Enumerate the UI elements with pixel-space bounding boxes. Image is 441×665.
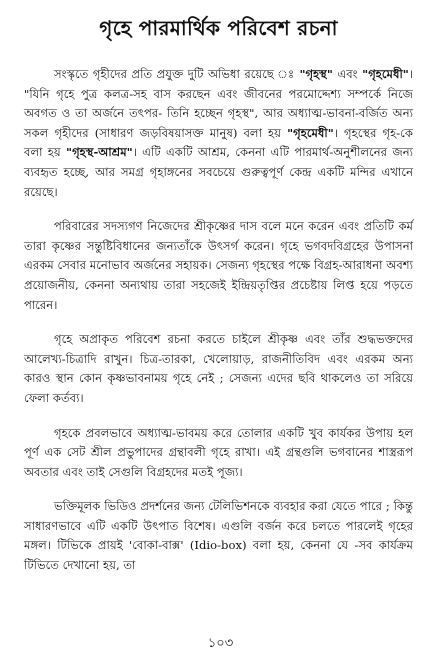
text-run: । গৃহস্থের গৃহ-কে বলা হয় (24, 125, 413, 160)
text-run: ভক্তিমূলক ভিডিও প্রদর্শনের জন্য টেলিভিশনকে ব্যবহার করা যেতে পারে ; কিন্তু সাধারণভাবে এটি একটি উৎপাত বিশেষ। এগুলি বর্জন করে চলতে পারলেই গৃহের মঙ্গল। টিভিকে প্রায়ই 'বোকা-বাক্স' (Idio-box) বলা হয়, কেননা যে -সব কার্যক্রম টিভিতে দেখানো হয়, তা (24, 499, 413, 573)
term-bold: "গৃহস্থ-আশ্রম" (66, 145, 133, 160)
term-bold: "গৃহমেধী" (362, 67, 409, 81)
body-text (24, 65, 413, 576)
paragraph (24, 217, 413, 315)
page-title: গৃহে পারমার্থিক পরিবেশ রচনা (99, 16, 338, 40)
page-number: ১০৩ (207, 636, 234, 651)
term-bold: "গৃহমেধী" (287, 125, 334, 140)
text-run: এবং (332, 67, 363, 81)
text-run: পরিবারের সদস্যগণ নিজেদের শ্রীকৃষ্ণের দাস বলে মনে করেন এবং প্রতিটি কর্ম তারা কৃষ্ণের সন্তুষ্টিবিধানের জন্যতাঁকে উৎসর্গ করেন। গৃহে ভগবদবিগ্রহের উপাসনা এরকম সেবার মনোভাব অর্জনের সহায়ক। সেজন্য গৃহস্থের পক্ষে বিগ্রহ-আরাধনা অবশ্য প্রয়োজনীয়, কেননা অন্যথায় তারা সহজেই ইন্দ্রিয়তৃপ্তির প্রচেষ্টায় লিপ্ত হয়ে পড়তে পারেন। (24, 219, 413, 312)
paragraph (24, 497, 413, 575)
text-run: সংস্কৃতে গৃহীদের প্রতি প্রযুক্ত দুটি অভিধা রয়েছে ঃ (54, 67, 300, 81)
paragraph (24, 330, 413, 408)
text-run: । এটি একটি আশ্রম, কেননা এটি পারমার্থ-অনুশীলনের জন্য ব্যবহৃত হচ্ছে, আর সমগ্র গৃহাঙ্গনের সবচেয়ে গুরুত্বপূর্ণ কেন্দ্র একটি মন্দির এখানে রয়েছে। (24, 145, 413, 199)
paragraph (24, 424, 413, 483)
text-run: গৃহে অপ্রাকৃত পরিবেশ রচনা করতে চাইলে শ্রীকৃষ্ণ এবং তাঁর শুদ্ধভক্তদের আলেখ্য-চিত্রাদি রাখুন। চিত্র-তারকা, খেলোয়াড়, রাজনীতিবিদ এবং এরকম অন্য কারও স্থান কোন কৃষ্ণভাবনাময় গৃহে নেই ; সেজন্য এদের ছবি থাকলেও তা সরিয়ে ফেলা কর্তব্য। (24, 332, 413, 405)
text-run: । "যিনি গৃহে পুত্র কলত্র-সহ বাস করছেন এবং জীবনের পরমোদ্দেশ্য সম্পর্কে নিজে অবগত ও তা অর্জনে তৎপর- তিনি হচ্ছেন গৃহস্থ", আর অধ্যাত্ম-ভাবনা-বর্জিত অন্য সকল গৃহীদের (সাধারণ জড়বিষয়াসক্ত মানুষ) বলা হয় (24, 67, 413, 140)
text-run: গৃহকে প্রবলভাবে অধ্যাত্ম-ভাবময় করে তোলার একটি খুব কার্যকর উপায় হল পূর্ণ এক সেট শ্রীল প্রভুপাদের গ্রন্থাবলী গৃহে রাখা। এই গ্রন্থগুলি ভগবানের শাস্ত্ররূপ অবতার এবং তাই সেগুলি বিগ্রহদের মতই পূজ্য। (24, 425, 413, 479)
paragraph (24, 65, 413, 202)
term-bold: "গৃহস্থ" (299, 67, 333, 81)
